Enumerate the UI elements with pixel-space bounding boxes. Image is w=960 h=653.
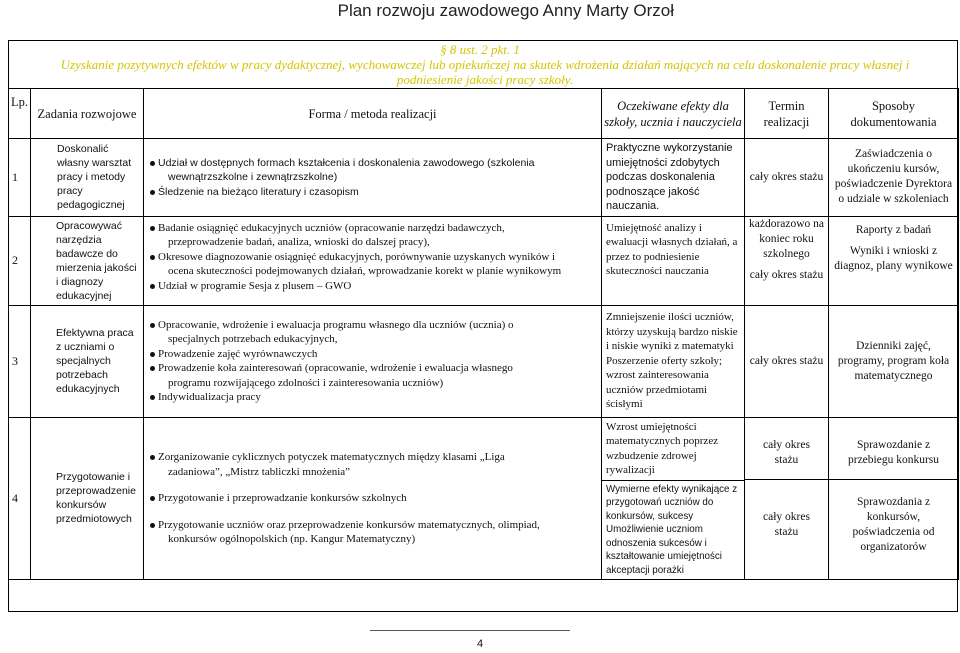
list-item: Przygotowanie uczniów oraz przeprowadzenie konkursów matematycznych, olimpiad, konkursów ogólnopolskich (np. Kangur Matematyczny) <box>150 518 597 547</box>
list-item: Indywidualizacja pracy <box>150 390 597 405</box>
row-number: 4 <box>9 417 31 580</box>
bullet-icon <box>150 366 155 371</box>
bullet-icon <box>150 496 155 501</box>
effects-cell: Wzrost umiejętności matematycznych poprzez wzbudzenie zdrowej rywalizacji Wymierne efekty wynikające z przygotowań uczniów do konkursów, sukcesy Umożliwienie uczniom odnoszenia sukcesów i kształtowanie umiejętności akceptacji porażki <box>602 417 745 580</box>
task-cell: Przygotowanie i przeprowadzenie konkursów przedmiotowych <box>31 417 144 580</box>
bullet-icon <box>150 284 155 289</box>
bullet-icon <box>150 455 155 460</box>
bullet-icon <box>150 190 155 195</box>
termin-cell: cały okres stażu cały okres stażu <box>745 417 829 580</box>
forms-cell <box>144 139 602 217</box>
task-cell: Doskonalić własny warsztat pracy i metody pracy pedagogicznej <box>31 139 144 217</box>
header-nr: Lp. <box>9 89 31 139</box>
list-item: Udział w dostępnych formach kształcenia i doskonalenia zawodowego (szkolenia wewnątrzszkolne i zewnątrzszkolne) <box>150 156 597 185</box>
docs-cell: Raporty z badań Wyniki i wnioski z diagnoz, plany wynikowe <box>829 216 959 305</box>
bullet-icon <box>150 323 155 328</box>
header-docs: Sposoby dokumentowania <box>829 89 959 139</box>
list-item: Przygotowanie i przeprowadzanie konkursów szkolnych <box>150 491 597 506</box>
termin-cell: każdorazowo na koniec roku szkolnego cały okres stażu <box>745 216 829 305</box>
table-row <box>9 139 959 217</box>
header-termin: Termin realizacji <box>745 89 829 139</box>
legal-reference: § 8 ust. 2 pkt. 1 <box>440 42 520 57</box>
header-effects: Oczekiwane efekty dla szkoły, ucznia i nauczyciela <box>602 89 745 139</box>
list-item: Prowadzenie koła zainteresowań (opracowanie, wdrożenie i ewaluacja własnego programu rozwijającego zdolności i zainteresowania uczniów) <box>150 361 597 390</box>
header-forma: Forma / metoda realizacji <box>144 89 602 139</box>
forms-cell <box>144 216 602 305</box>
table-row <box>9 305 959 417</box>
effects-cell: Praktyczne wykorzystanie umiejętności zdobytych podczas doskonalenia podnoszące jakość nauczania. <box>602 139 745 217</box>
list-item: Śledzenie na bieżąco literatury i czasopism <box>150 185 597 200</box>
list-item: Zorganizowanie cyklicznych potyczek matematycznych między klasami „Liga zadaniowa”, „Mistrz tabliczki mnożenia” <box>150 450 597 479</box>
row-number: 2 <box>9 216 31 305</box>
bullet-icon <box>150 523 155 528</box>
docs-cell: Dzienniki zajęć, programy, program koła matematycznego <box>829 305 959 417</box>
list-item: Badanie osiągnięć edukacyjnych uczniów (opracowanie narzędzi badawczych, przeprowadzenie badań, analiza, wnioski do dalszej pracy), <box>150 221 597 250</box>
row-number: 1 <box>9 139 31 217</box>
docs-cell: Sprawozdanie z przebiegu konkursu Sprawozdania z konkursów, poświadczenia od organizatorów <box>829 417 959 580</box>
bullet-icon <box>150 226 155 231</box>
task-cell: Efektywna praca z uczniami o specjalnych potrzebach edukacyjnych <box>31 305 144 417</box>
header-tasks: Zadania rozwojowe <box>31 89 144 139</box>
bullet-icon <box>150 255 155 260</box>
docs-cell: Zaświadczenia o ukończeniu kursów, poświadczenie Dyrektora o udziale w szkoleniach <box>829 139 959 217</box>
section-heading-line-1: Uzyskanie pozytywnych efektów w pracy dydaktycznej, wychowawczej lub opiekuńczej na skutek wdrożenia działań mających na celu doskonalenie pracy własnej i <box>60 57 910 72</box>
table-row <box>9 216 959 305</box>
row-number: 3 <box>9 305 31 417</box>
table-header-row <box>9 89 959 139</box>
page-number: 4 <box>476 638 484 650</box>
forms-cell <box>144 305 602 417</box>
list-item: Okresowe diagnozowanie osiągnięć edukacyjnych, porównywanie uzyskanych wyników i ocena skuteczności podejmowanych działań, wprowadzanie korekt w planie wynikowym <box>150 250 597 279</box>
effects-cell: Zmniejszenie ilości uczniów, którzy uzyskują bardzo niskie i niskie wyniki z matematyki Poszerzenie oferty szkoły; wzrost zainteresowania uczniów przedmiotami ścisłymi <box>602 305 745 417</box>
task-cell: Opracowywać narzędzia badawcze do mierzenia jakości i diagnozy edukacyjnej <box>31 216 144 305</box>
termin-cell: cały okres stażu <box>745 139 829 217</box>
section-heading-line-2: podniesienie jakości pracy szkoły. <box>396 72 574 87</box>
forms-cell <box>144 417 602 580</box>
bullet-icon <box>150 395 155 400</box>
table-row <box>9 417 959 580</box>
page-header: Plan rozwoju zawodowego Anny Marty Orzoł <box>337 1 674 20</box>
development-plan-table <box>8 88 959 580</box>
list-item: Prowadzenie zajęć wyrównawczych <box>150 347 597 362</box>
effects-cell: Umiejętność analizy i ewaluacji własnych działań, a przez to podniesienie skuteczności nauczania <box>602 216 745 305</box>
list-item: Udział w programie Sesja z plusem – GWO <box>150 279 597 294</box>
bullet-icon <box>150 161 155 166</box>
footer-divider <box>370 630 570 631</box>
list-item: Opracowanie, wdrożenie i ewaluacja programu własnego dla uczniów (ucznia) o specjalnych potrzebach edukacyjnych, <box>150 318 597 347</box>
bullet-icon <box>150 352 155 357</box>
termin-cell: cały okres stażu <box>745 305 829 417</box>
